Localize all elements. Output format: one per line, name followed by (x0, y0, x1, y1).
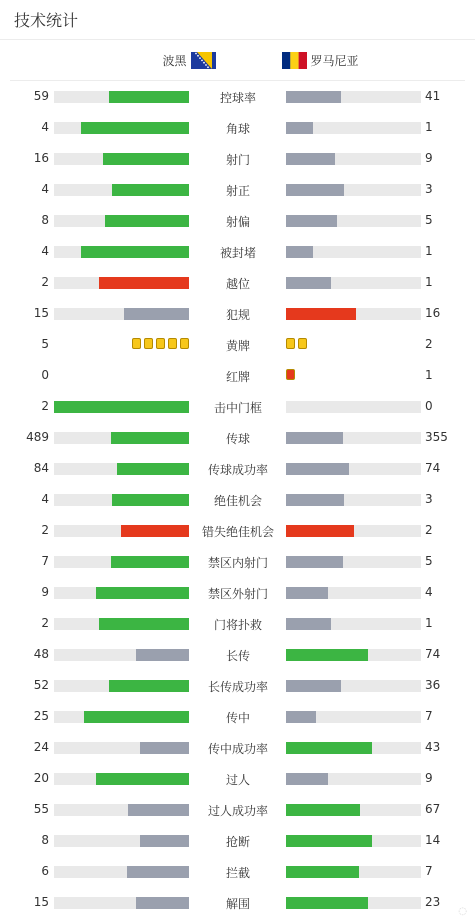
home-value: 2 (41, 523, 49, 537)
home-value: 4 (41, 244, 49, 258)
stat-label: 射偏 (225, 215, 250, 229)
home-bar-fill (99, 618, 189, 630)
home-value: 2 (41, 399, 49, 413)
home-bar-fill (136, 649, 189, 661)
stat-row (0, 646, 475, 664)
away-bar-track (286, 184, 421, 196)
stat-row (0, 305, 475, 323)
stat-row (0, 553, 475, 571)
away-team-name: 罗马尼亚 (310, 54, 359, 68)
away-bar-fill (286, 91, 341, 103)
away-bar-fill (286, 711, 316, 723)
home-bar-track (54, 525, 189, 537)
home-bar-fill (54, 401, 189, 413)
romania-flag-icon (282, 52, 307, 69)
home-value: 4 (41, 182, 49, 196)
home-bar-track (54, 897, 189, 909)
yellow-card-icon (168, 338, 177, 349)
away-bar-track (286, 525, 421, 537)
home-bar-track (54, 649, 189, 661)
home-bar-track (54, 680, 189, 692)
stat-label: 传中成功率 (207, 742, 268, 756)
home-bar-fill (127, 866, 189, 878)
stat-row (0, 429, 475, 447)
home-value: 7 (41, 554, 49, 568)
stat-label: 击中门框 (213, 401, 262, 415)
away-bar-fill (286, 277, 331, 289)
stat-label: 过人成功率 (207, 804, 268, 818)
stat-label: 越位 (225, 277, 250, 291)
away-value: 3 (425, 182, 433, 196)
away-bar-track (286, 773, 421, 785)
home-bar-fill (124, 308, 189, 320)
home-value: 4 (41, 492, 49, 506)
away-bar-track (286, 897, 421, 909)
away-value: 1 (425, 244, 433, 258)
home-bar-fill (136, 897, 189, 909)
away-bar-fill (286, 525, 354, 537)
home-bar-track (54, 153, 189, 165)
home-bar-track (54, 556, 189, 568)
home-bar-track (54, 184, 189, 196)
stat-row (0, 584, 475, 602)
stat-label: 传球成功率 (207, 463, 268, 477)
away-value: 1 (425, 120, 433, 134)
stat-row (0, 677, 475, 695)
away-value: 74 (425, 647, 441, 661)
away-bar-track (286, 587, 421, 599)
away-value: 9 (425, 771, 433, 785)
away-bar-track (286, 556, 421, 568)
away-value: 5 (425, 213, 433, 227)
away-value: 67 (425, 802, 441, 816)
away-bar-fill (286, 680, 341, 692)
away-bar-track (286, 463, 421, 475)
home-value: 55 (33, 802, 49, 816)
home-value: 2 (41, 275, 49, 289)
home-value: 0 (41, 368, 49, 382)
away-bar-fill (286, 835, 372, 847)
stat-label: 传球 (225, 432, 250, 446)
yellow-card-icon (144, 338, 153, 349)
stat-row (0, 150, 475, 168)
home-bar-fill (99, 277, 189, 289)
home-bar-track (54, 773, 189, 785)
home-bar-fill (117, 463, 189, 475)
home-bar-track (54, 215, 189, 227)
home-bar-fill (109, 680, 189, 692)
stat-label: 黄牌 (225, 339, 250, 353)
stat-row (0, 336, 475, 354)
stat-row (0, 863, 475, 881)
stat-label: 禁区外射门 (207, 587, 268, 601)
away-bar-track (286, 711, 421, 723)
away-bar-fill (286, 618, 331, 630)
away-bar-fill (286, 246, 313, 258)
home-bar-track (54, 587, 189, 599)
home-value: 59 (33, 89, 49, 103)
home-value: 84 (33, 461, 49, 475)
stat-row (0, 398, 475, 416)
away-bar-track (286, 277, 421, 289)
home-bar-track (54, 401, 189, 413)
away-bar-track (286, 742, 421, 754)
home-bar-track (54, 835, 189, 847)
away-bar-track (286, 91, 421, 103)
stat-label: 抢断 (225, 835, 250, 849)
away-value: 41 (425, 89, 441, 103)
stat-label: 门将扑救 (213, 618, 262, 632)
home-bar-fill (128, 804, 189, 816)
away-value: 4 (425, 585, 433, 599)
away-value: 1 (425, 616, 433, 630)
away-value: 1 (425, 368, 433, 382)
away-cards (286, 338, 307, 352)
away-bar-fill (286, 215, 337, 227)
away-value: 9 (425, 151, 433, 165)
stat-label: 犯规 (225, 308, 250, 322)
away-bar-fill (286, 463, 349, 475)
stat-label: 射正 (225, 184, 250, 198)
away-value: 2 (425, 337, 433, 351)
stat-row (0, 274, 475, 292)
home-bar-track (54, 463, 189, 475)
away-value: 7 (425, 709, 433, 723)
away-value: 0 (425, 399, 433, 413)
home-bar-track (54, 711, 189, 723)
stat-label: 绝佳机会 (213, 494, 262, 508)
away-bar-fill (286, 897, 368, 909)
home-bar-track (54, 866, 189, 878)
stat-row (0, 739, 475, 757)
stat-label: 红牌 (225, 370, 250, 384)
stat-label: 长传 (225, 649, 250, 663)
stat-row (0, 770, 475, 788)
home-bar-fill (81, 246, 189, 258)
home-bar-fill (96, 773, 189, 785)
home-bar-fill (81, 122, 189, 134)
yellow-card-icon (298, 338, 307, 349)
away-value: 74 (425, 461, 441, 475)
stat-row (0, 522, 475, 540)
home-bar-fill (121, 525, 189, 537)
away-bar-track (286, 308, 421, 320)
stat-row (0, 367, 475, 385)
away-bar-track (286, 494, 421, 506)
home-bar-fill (140, 835, 189, 847)
away-bar-track (286, 835, 421, 847)
away-bar-fill (286, 308, 356, 320)
home-bar-fill (112, 494, 189, 506)
stat-row (0, 243, 475, 261)
home-bar-track (54, 494, 189, 506)
away-value: 3 (425, 492, 433, 506)
home-bar-track (54, 804, 189, 816)
stat-label: 控球率 (219, 91, 256, 105)
stat-row (0, 460, 475, 478)
watermark-icon: ◌ (458, 906, 467, 917)
away-value: 23 (425, 895, 441, 909)
away-value: 43 (425, 740, 441, 754)
away-bar-track (286, 246, 421, 258)
stat-row (0, 181, 475, 199)
home-bar-track (54, 742, 189, 754)
section-header (0, 0, 475, 40)
away-bar-fill (286, 649, 368, 661)
home-value: 52 (33, 678, 49, 692)
stat-label: 拦截 (225, 866, 250, 880)
away-bar-track (286, 649, 421, 661)
home-bar-fill (96, 587, 189, 599)
away-bar-fill (286, 184, 344, 196)
home-bar-fill (103, 153, 189, 165)
home-team (162, 52, 215, 69)
stat-row (0, 212, 475, 230)
stat-label: 禁区内射门 (207, 556, 268, 570)
home-team-name: 波黑 (162, 54, 187, 68)
home-value: 2 (41, 616, 49, 630)
bosnia-flag-icon (191, 52, 216, 69)
stat-row (0, 119, 475, 137)
away-bar-track (286, 122, 421, 134)
home-value: 6 (41, 864, 49, 878)
home-value: 15 (33, 895, 49, 909)
home-bar-track (54, 277, 189, 289)
away-bar-track (286, 153, 421, 165)
home-bar-fill (140, 742, 189, 754)
yellow-card-icon (156, 338, 165, 349)
home-value: 48 (33, 647, 49, 661)
away-bar-track (286, 866, 421, 878)
away-bar-fill (286, 773, 328, 785)
home-bar-fill (105, 215, 189, 227)
home-value: 489 (26, 430, 49, 444)
home-value: 20 (33, 771, 49, 785)
away-bar-track (286, 804, 421, 816)
home-value: 5 (41, 337, 49, 351)
home-bar-track (54, 91, 189, 103)
stat-label: 错失绝佳机会 (201, 525, 274, 539)
away-team (282, 52, 359, 69)
away-value: 2 (425, 523, 433, 537)
home-bar-track (54, 308, 189, 320)
away-value: 7 (425, 864, 433, 878)
home-bar-fill (111, 432, 189, 444)
away-bar-fill (286, 804, 360, 816)
stat-label: 传中 (225, 711, 250, 725)
home-bar-fill (109, 91, 189, 103)
section-title: 技术统计 (14, 11, 79, 30)
home-value: 16 (33, 151, 49, 165)
stat-row (0, 801, 475, 819)
stat-label: 过人 (225, 773, 250, 787)
away-bar-fill (286, 742, 372, 754)
away-value: 355 (425, 430, 448, 444)
stat-label: 射门 (225, 153, 250, 167)
away-bar-track (286, 618, 421, 630)
home-bar-fill (111, 556, 189, 568)
stat-row (0, 88, 475, 106)
stat-row (0, 708, 475, 726)
stat-label: 长传成功率 (207, 680, 268, 694)
away-value: 5 (425, 554, 433, 568)
home-value: 24 (33, 740, 49, 754)
away-bar-fill (286, 556, 343, 568)
teams-header (10, 40, 465, 81)
yellow-card-icon (132, 338, 141, 349)
home-value: 8 (41, 213, 49, 227)
away-value: 36 (425, 678, 441, 692)
away-value: 1 (425, 275, 433, 289)
home-bar-track (54, 122, 189, 134)
home-cards (132, 338, 189, 352)
home-value: 15 (33, 306, 49, 320)
away-bar-track (286, 401, 421, 413)
stat-row (0, 894, 475, 912)
stat-row (0, 491, 475, 509)
away-value: 14 (425, 833, 441, 847)
away-bar-fill (286, 432, 343, 444)
home-bar-fill (112, 184, 189, 196)
home-value: 8 (41, 833, 49, 847)
stat-label: 解围 (225, 897, 250, 911)
home-bar-track (54, 432, 189, 444)
stat-row (0, 615, 475, 633)
away-bar-fill (286, 494, 344, 506)
home-bar-fill (84, 711, 189, 723)
away-value: 16 (425, 306, 441, 320)
away-bar-fill (286, 153, 335, 165)
stat-row (0, 832, 475, 850)
home-value: 9 (41, 585, 49, 599)
away-bar-fill (286, 866, 359, 878)
away-bar-fill (286, 122, 313, 134)
home-bar-track (54, 246, 189, 258)
away-bar-track (286, 680, 421, 692)
home-value: 4 (41, 120, 49, 134)
away-bar-fill (286, 587, 328, 599)
home-value: 25 (33, 709, 49, 723)
stat-label: 角球 (225, 122, 250, 136)
home-bar-track (54, 618, 189, 630)
stat-label: 被封堵 (219, 246, 256, 260)
away-bar-track (286, 432, 421, 444)
away-bar-track (286, 215, 421, 227)
